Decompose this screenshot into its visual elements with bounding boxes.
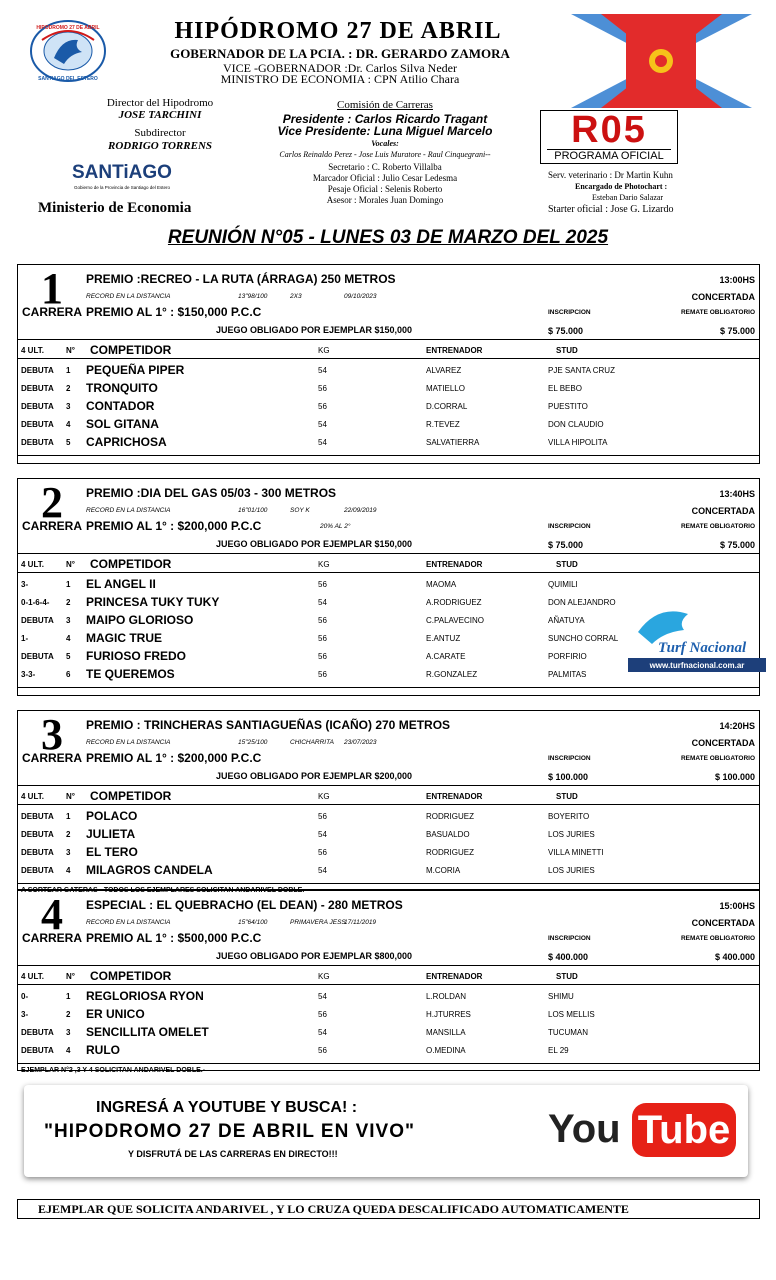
remate-label: REMATE OBLIGATORIO — [680, 523, 755, 530]
entry-number: 3 — [66, 402, 71, 411]
last-four: DEBUTA — [21, 402, 54, 411]
photochart-name: Esteban Dario Salazar — [592, 193, 664, 202]
col-competidor: COMPETIDOR — [90, 789, 172, 803]
inscripcion-label: INSCRIPCION — [548, 755, 591, 762]
table-row — [18, 1007, 759, 1025]
remate-label: REMATE OBLIGATORIO — [680, 309, 755, 316]
col-n: N° — [66, 972, 75, 981]
race-premio: ESPECIAL : EL QUEBRACHO (EL DEAN) - 280 METROS — [86, 898, 403, 912]
last-four: DEBUTA — [21, 616, 54, 625]
juego-obligado: JUEGO OBLIGADO POR EJEMPLAR $150,000 — [216, 539, 413, 549]
competitor-name: CAPRICHOSA — [86, 435, 167, 449]
race-premio: PREMIO : TRINCHERAS SANTIAGUEÑAS (ICAÑO) 270 METROS — [86, 718, 451, 732]
stud: SUNCHO CORRAL — [548, 634, 619, 643]
competitor-name: MAGIC TRUE — [86, 631, 162, 645]
competitor-name: MILAGROS CANDELA — [86, 863, 213, 877]
weight: 54 — [318, 438, 327, 447]
juego-obligado: JUEGO OBLIGADO POR EJEMPLAR $800,000 — [216, 951, 413, 961]
record-label: RECORD EN LA DISTANCIA — [86, 293, 171, 300]
stud: PJE SANTA CRUZ — [548, 366, 615, 375]
record-time: 15"64/100 — [238, 919, 268, 926]
divider — [18, 339, 759, 340]
trainer: E.ANTUZ — [426, 634, 461, 643]
col-stud: STUD — [556, 792, 578, 801]
photochart-label: Encargado de Photochart : — [575, 182, 668, 191]
competitor-name: SENCILLITA OMELET — [86, 1025, 209, 1039]
entry-number: 3 — [66, 1028, 71, 1037]
program-label: PROGRAMA OFICIAL — [547, 149, 671, 162]
program-badge — [540, 110, 678, 164]
concertada: CONCERTADA — [691, 738, 755, 748]
trainer: MANSILLA — [426, 1028, 466, 1037]
col-entrenador: ENTRENADOR — [426, 972, 483, 981]
col-entrenador: ENTRENADOR — [426, 560, 483, 569]
stud: LOS JURIES — [548, 866, 595, 875]
concertada: CONCERTADA — [691, 506, 755, 516]
santiago-logo-sub: Gobierno de la Provincia de Santiago del Estero — [74, 185, 171, 190]
table-row — [18, 1043, 759, 1061]
concertada: CONCERTADA — [691, 292, 755, 302]
entry-number: 6 — [66, 670, 71, 679]
race-time: 15:00HS — [719, 901, 755, 911]
competitor-name: EL ANGEL II — [86, 577, 156, 591]
record-label: RECORD EN LA DISTANCIA — [86, 739, 171, 746]
carrera-label: CARRERA — [22, 751, 82, 765]
remate-value: $ 400.000 — [714, 952, 755, 962]
record-time: 15"25/100 — [238, 739, 268, 746]
youtube-line1: INGRESÁ A YOUTUBE Y BUSCA! : — [96, 1099, 358, 1116]
weight: 54 — [318, 1028, 327, 1037]
footer-notice: EJEMPLAR QUE SOLICITA ANDARIVEL , Y LO CRUZA QUEDA DESCALIFICADO AUTOMATICAMENTE — [17, 1199, 760, 1219]
remate-value: $ 75.000 — [719, 540, 755, 550]
competitor-name: MAIPO GLORIOSO — [86, 613, 194, 627]
stud: AÑATUYA — [548, 616, 585, 625]
watermark-brand: Turf Nacional — [658, 640, 747, 656]
vocales-label: Vocales: — [371, 139, 399, 148]
weight: 56 — [318, 580, 327, 589]
weight: 54 — [318, 866, 327, 875]
inscripcion-label: INSCRIPCION — [548, 523, 591, 530]
stud: LOS MELLIS — [548, 1010, 595, 1019]
weight: 54 — [318, 830, 327, 839]
asesor: Asesor : Morales Juan Domingo — [326, 195, 444, 205]
race-block-4 — [17, 890, 760, 1074]
weight: 54 — [318, 598, 327, 607]
pesaje: Pesaje Oficial : Selenis Roberto — [327, 184, 443, 194]
trainer: A.RODRIGUEZ — [426, 598, 482, 607]
race-time: 13:40HS — [719, 489, 755, 499]
inscripcion-value: $ 400.000 — [548, 952, 589, 962]
trainer: R.GONZALEZ — [426, 670, 478, 679]
last-four: 3- — [21, 1010, 29, 1019]
inscripcion-label: INSCRIPCION — [548, 935, 591, 942]
trainer: H.JTURRES — [426, 1010, 471, 1019]
col-competidor: COMPETIDOR — [90, 557, 172, 571]
col-stud: STUD — [556, 560, 578, 569]
col-ult: 4 ULT. — [21, 346, 44, 355]
entry-number: 3 — [66, 848, 71, 857]
subdirector-name: RODRIGO TORRENS — [107, 140, 213, 152]
youtube-line2: "HIPODROMO 27 DE ABRIL EN VIVO" — [44, 1121, 416, 1142]
vice-gobernador: VICE -GOBERNADOR :Dr. Carlos Silva Neder — [223, 61, 457, 75]
comision-label: Comisión de Carreras — [337, 99, 433, 111]
trainer: C.PALAVECINO — [426, 616, 484, 625]
weight: 54 — [318, 420, 327, 429]
trainer: RODRIGUEZ — [426, 812, 474, 821]
competitor-name: SOL GITANA — [86, 417, 159, 431]
last-four: DEBUTA — [21, 866, 54, 875]
weight: 56 — [318, 1046, 327, 1055]
col-entrenador: ENTRENADOR — [426, 792, 483, 801]
col-ult: 4 ULT. — [21, 560, 44, 569]
carrera-label: CARRERA — [22, 519, 82, 533]
turf-nacional-watermark — [628, 604, 768, 676]
competitor-name: POLACO — [86, 809, 138, 823]
race-premio: PREMIO :RECREO - LA RUTA (ÁRRAGA) 250 METROS — [86, 272, 396, 286]
logo-text-top: HIPODROMO 27 DE ABRIL — [36, 25, 100, 31]
col-stud: STUD — [556, 346, 578, 355]
col-n: N° — [66, 792, 75, 801]
youtube-promo — [24, 1085, 748, 1177]
divider — [18, 984, 759, 985]
record-label: RECORD EN LA DISTANCIA — [86, 507, 171, 514]
divider — [18, 804, 759, 805]
weight: 56 — [318, 812, 327, 821]
table-row — [18, 809, 759, 827]
stud: VILLA MINETTI — [548, 848, 604, 857]
last-four: DEBUTA — [21, 830, 54, 839]
table-row — [18, 989, 759, 1007]
last-four: DEBUTA — [21, 366, 54, 375]
juego-obligado: JUEGO OBLIGADO POR EJEMPLAR $150,000 — [216, 325, 413, 335]
trainer: MATIELLO — [426, 384, 465, 393]
youtube-logo-you: You — [548, 1107, 621, 1151]
competitor-name: RULO — [86, 1043, 120, 1057]
col-ult: 4 ULT. — [21, 972, 44, 981]
page-title: HIPÓDROMO 27 DE ABRIL — [174, 18, 502, 44]
director-label: Director del Hipodromo — [106, 97, 214, 109]
divider — [18, 785, 759, 786]
race-note: A SORTEAR GATERAS - TODOS LOS EJEMPLARES SOLICITAN ANDARIVEL DOBLE.- — [21, 887, 307, 894]
competitor-name: PEQUEÑA PIPER — [86, 363, 185, 377]
ministerio: Ministerio de Economia — [38, 200, 192, 216]
divider — [18, 455, 759, 456]
competitor-name: JULIETA — [86, 827, 136, 841]
race-number: 3 — [41, 710, 63, 759]
meeting-title — [0, 227, 776, 249]
trainer: MAOMA — [426, 580, 457, 589]
race-premio: PREMIO :DIA DEL GAS 05/03 - 300 METROS — [86, 486, 337, 500]
col-kg: KG — [318, 972, 330, 981]
concertada: CONCERTADA — [691, 918, 755, 928]
trainer: D.CORRAL — [426, 402, 468, 411]
race-time: 13:00HS — [719, 275, 755, 285]
table-row — [18, 1025, 759, 1043]
col-competidor: COMPETIDOR — [90, 343, 172, 357]
entry-number: 3 — [66, 616, 71, 625]
watermark-url: www.turfnacional.com.ar — [649, 661, 745, 670]
last-four: 0- — [21, 992, 29, 1001]
competitor-name: TE QUEREMOS — [86, 667, 175, 681]
race-number: 1 — [41, 264, 63, 313]
director-name: JOSE TARCHINI — [118, 109, 202, 121]
stud: DON CLAUDIO — [548, 420, 604, 429]
youtube-logo[interactable] — [548, 1103, 738, 1159]
race-prize: PREMIO AL 1° : $150,000 P.C.C — [86, 305, 262, 319]
inscripcion-value: $ 75.000 — [548, 326, 584, 336]
race-block-3 — [17, 710, 760, 894]
weight: 56 — [318, 848, 327, 857]
record-date: 17/11/2019 — [344, 919, 377, 926]
entry-number: 4 — [66, 634, 71, 643]
entry-number: 1 — [66, 580, 71, 589]
record-label: RECORD EN LA DISTANCIA — [86, 919, 171, 926]
col-stud: STUD — [556, 972, 578, 981]
last-four: 1- — [21, 634, 29, 643]
col-n: N° — [66, 346, 75, 355]
stud: DON ALEJANDRO — [548, 598, 616, 607]
entry-number: 2 — [66, 830, 71, 839]
table-row — [18, 435, 759, 453]
race-note: EJEMPLAR N°2 ,3 Y 4 SOLICITAN ANDARIVEL DOBLE.- — [21, 1067, 206, 1074]
santiago-logo: SANTiAGO — [72, 162, 172, 183]
santiago-flag — [571, 14, 752, 108]
entry-number: 5 — [66, 438, 71, 447]
competitor-name: CONTADOR — [86, 399, 155, 413]
last-four: DEBUTA — [21, 1028, 54, 1037]
last-four: DEBUTA — [21, 848, 54, 857]
record-horse: SOY K — [290, 507, 310, 514]
entry-number: 4 — [66, 420, 71, 429]
competitor-name: ER UNICO — [86, 1007, 145, 1021]
record-time: 13"98/100 — [238, 293, 268, 300]
divider — [18, 883, 759, 884]
trainer: A.CARATE — [426, 652, 466, 661]
stud: LOS JURIES — [548, 830, 595, 839]
stud: PORFIRIO — [548, 652, 587, 661]
subdirector-label: Subdirector — [134, 127, 186, 139]
weight: 56 — [318, 670, 327, 679]
weight: 56 — [318, 384, 327, 393]
gobernador: GOBERNADOR DE LA PCIA. : DR. GERARDO ZAMORA — [170, 46, 510, 61]
trainer: O.MEDINA — [426, 1046, 466, 1055]
trainer: SALVATIERRA — [426, 438, 480, 447]
entry-number: 1 — [66, 812, 71, 821]
inscripcion-value: $ 75.000 — [548, 540, 584, 550]
juego-obligado: JUEGO OBLIGADO POR EJEMPLAR $200,000 — [216, 771, 413, 781]
stud: EL 29 — [548, 1046, 569, 1055]
divider — [18, 1063, 759, 1064]
divider — [18, 687, 759, 688]
youtube-line3: Y DISFRUTÁ DE LAS CARRERAS EN DIRECTO!!! — [128, 1149, 338, 1159]
stud: VILLA HIPOLITA — [548, 438, 608, 447]
veterinario: Serv. veterinario : Dr Martin Kuhn — [548, 170, 673, 180]
race-extra: 20% AL 2° — [320, 523, 351, 530]
stud: PUESTITO — [548, 402, 588, 411]
race-number: 2 — [41, 478, 63, 527]
table-row — [18, 399, 759, 417]
last-four: 3-3- — [21, 670, 36, 679]
table-row — [18, 363, 759, 381]
race-number: 4 — [41, 890, 63, 939]
competitor-name: EL TERO — [86, 845, 138, 859]
race-prize: PREMIO AL 1° : $200,000 P.C.C — [86, 519, 262, 533]
weight: 56 — [318, 1010, 327, 1019]
youtube-logo-tube: Tube — [632, 1103, 736, 1157]
stud: PALMITAS — [548, 670, 587, 679]
inscripcion-label: INSCRIPCION — [548, 309, 591, 316]
col-ult: 4 ULT. — [21, 792, 44, 801]
inscripcion-value: $ 100.000 — [548, 772, 589, 782]
weight: 56 — [318, 652, 327, 661]
col-n: N° — [66, 560, 75, 569]
entry-number: 2 — [66, 598, 71, 607]
logo-text-bottom: SANTIAGO DEL ESTERO — [38, 76, 98, 82]
divider — [18, 553, 759, 554]
stud: EL BEBO — [548, 384, 582, 393]
record-date: 09/10/2023 — [344, 293, 377, 300]
last-four: 0-1-6-4- — [21, 598, 50, 607]
weight: 56 — [318, 616, 327, 625]
last-four: DEBUTA — [21, 420, 54, 429]
race-time: 14:20HS — [719, 721, 755, 731]
last-four: DEBUTA — [21, 812, 54, 821]
col-kg: KG — [318, 560, 330, 569]
weight: 54 — [318, 992, 327, 1001]
entry-number: 4 — [66, 1046, 71, 1055]
weight: 56 — [318, 402, 327, 411]
record-date: 22/09/2019 — [344, 507, 377, 514]
trainer: RODRIGUEZ — [426, 848, 474, 857]
hipodromo-logo — [28, 18, 108, 88]
stud: TUCUMAN — [548, 1028, 588, 1037]
record-date: 23/07/2023 — [344, 739, 377, 746]
trainer: R.TEVEZ — [426, 420, 460, 429]
presidente: Presidente : Carlos Ricardo Tragant — [282, 112, 488, 126]
competitor-name: PRINCESA TUKY TUKY — [86, 595, 220, 609]
competitor-name: REGLORIOSA RYON — [86, 989, 204, 1003]
race-prize: PREMIO AL 1° : $500,000 P.C.C — [86, 931, 262, 945]
stud: SHIMU — [548, 992, 574, 1001]
last-four: DEBUTA — [21, 438, 54, 447]
last-four: 3- — [21, 580, 29, 589]
last-four: DEBUTA — [21, 652, 54, 661]
table-row — [18, 863, 759, 881]
stud: QUIMILI — [548, 580, 578, 589]
col-kg: KG — [318, 346, 330, 355]
last-four: DEBUTA — [21, 384, 54, 393]
col-kg: KG — [318, 792, 330, 801]
ministro: MINISTRO DE ECONOMIA : CPN Atilio Chara — [220, 72, 460, 86]
table-row — [18, 417, 759, 435]
table-row — [18, 381, 759, 399]
entry-number: 5 — [66, 652, 71, 661]
remate-value: $ 100.000 — [714, 772, 755, 782]
carrera-label: CARRERA — [22, 305, 82, 319]
entry-number: 1 — [66, 992, 71, 1001]
vocales: Carlos Reinaldo Perez - Jose Luis Muratore - Raul Cinquegrani-- — [279, 150, 491, 159]
trainer: L.ROLDAN — [426, 992, 467, 1001]
trainer: BASUALDO — [426, 830, 470, 839]
last-four: DEBUTA — [21, 1046, 54, 1055]
race-prize: PREMIO AL 1° : $200,000 P.C.C — [86, 751, 262, 765]
col-entrenador: ENTRENADOR — [426, 346, 483, 355]
record-horse: CHICHARRITA — [290, 739, 334, 746]
vicepresidente: Vice Presidente: Luna Miguel Marcelo — [277, 124, 493, 138]
divider — [18, 572, 759, 573]
remate-value: $ 75.000 — [719, 326, 755, 336]
trainer: M.CORIA — [426, 866, 461, 875]
record-horse: PRIMAVERA JESS — [290, 919, 346, 926]
entry-number: 2 — [66, 1010, 71, 1019]
col-competidor: COMPETIDOR — [90, 969, 172, 983]
entry-number: 4 — [66, 866, 71, 875]
trainer: ALVAREZ — [426, 366, 462, 375]
competitor-name: FURIOSO FREDO — [86, 649, 187, 663]
entry-number: 1 — [66, 366, 71, 375]
marcador: Marcador Oficial : Julio Cesar Ledesma — [312, 173, 458, 183]
table-row — [18, 845, 759, 863]
secretario: Secretario : C. Roberto Villalba — [328, 162, 442, 172]
remate-label: REMATE OBLIGATORIO — [680, 755, 755, 762]
stud: BOYERITO — [548, 812, 590, 821]
table-row — [18, 577, 759, 595]
race-block-1 — [17, 264, 760, 464]
remate-label: REMATE OBLIGATORIO — [680, 935, 755, 942]
carrera-label: CARRERA — [22, 931, 82, 945]
entry-number: 2 — [66, 384, 71, 393]
competitor-name: TRONQUITO — [86, 381, 158, 395]
starter: Starter oficial : Jose G. Lizardo — [548, 204, 674, 215]
meeting-title-text: REUNIÓN N°05 - LUNES 03 DE MARZO DEL 2025 — [167, 227, 609, 248]
weight: 56 — [318, 634, 327, 643]
table-row — [18, 827, 759, 845]
weight: 54 — [318, 366, 327, 375]
program-code: R05 — [571, 109, 647, 151]
record-horse: 2X3 — [290, 293, 302, 300]
record-time: 16"01/100 — [238, 507, 268, 514]
divider — [18, 358, 759, 359]
divider — [18, 965, 759, 966]
